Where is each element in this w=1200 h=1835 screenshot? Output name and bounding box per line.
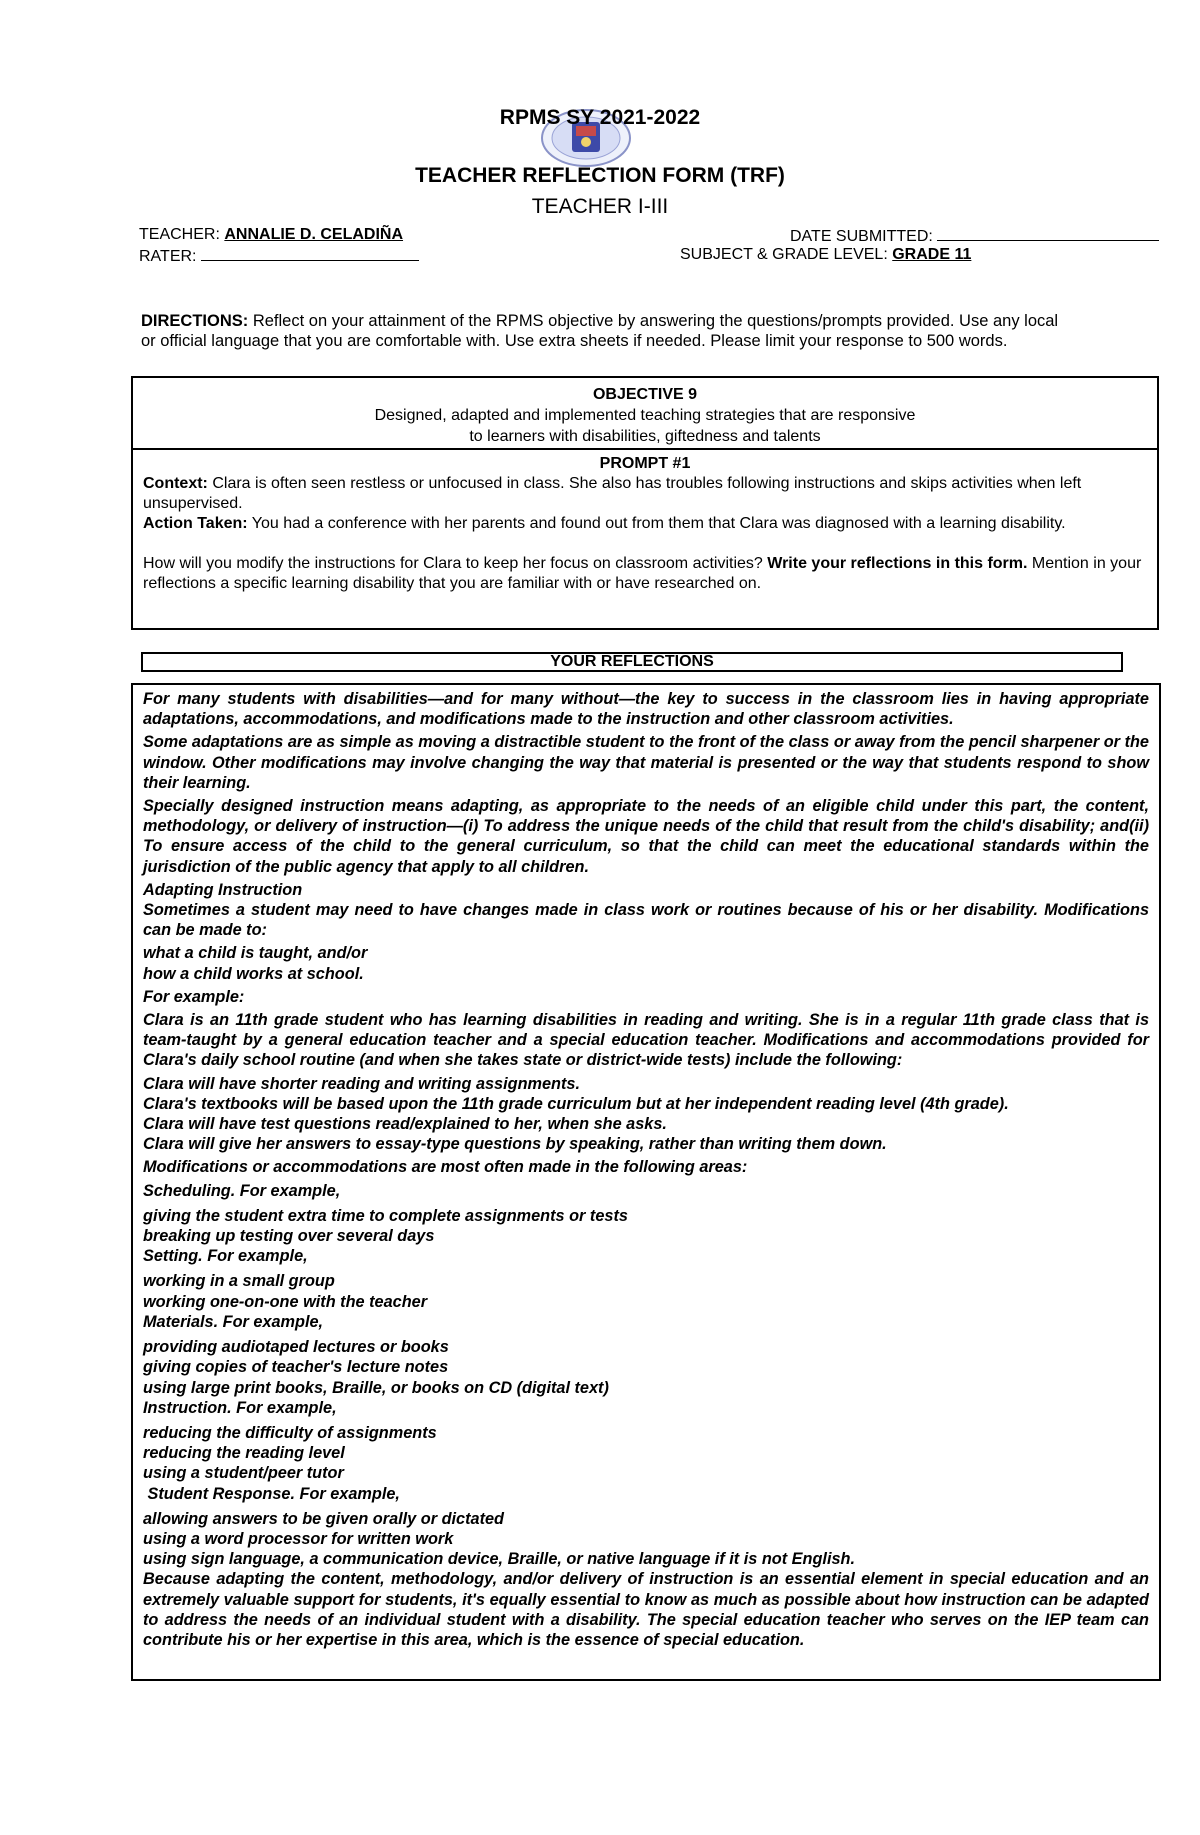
list-item: using a word processor for written work	[143, 1529, 454, 1548]
reflections-heading: YOUR REFLECTIONS	[141, 652, 1123, 672]
list-item: using sign language, a communication device, Braille, or native language if it is not English.	[143, 1550, 855, 1569]
objective-box	[131, 376, 1159, 450]
teacher-label: TEACHER:	[139, 226, 220, 243]
context-label: Context:	[143, 475, 208, 492]
subject-field	[680, 246, 971, 264]
list-item: breaking up testing over several days	[143, 1227, 435, 1246]
list-item: how a child works at school.	[143, 964, 364, 983]
list-item: Student Response. For example,	[143, 1484, 400, 1503]
list-item: Clara's textbooks will be based upon the 11th grade curriculum but at her independent reading level (4th grade).	[143, 1094, 1009, 1113]
reflection-text: Sometimes a student may need to have changes made in class work or routines because of his or her disability. Modifications can be made to:	[143, 901, 1149, 940]
adapting-heading: Adapting Instruction	[143, 880, 303, 899]
rater-field	[139, 246, 419, 266]
form-title: TEACHER REFLECTION FORM (TRF)	[415, 164, 785, 187]
reflection-list	[143, 1206, 1149, 1267]
reflection-paragraph: Scheduling. For example,	[143, 1181, 341, 1200]
action-label: Action Taken:	[143, 515, 248, 532]
objective-line-1: Designed, adapted and implemented teaching strategies that are responsive	[374, 407, 916, 424]
prompt-context	[143, 474, 1147, 514]
directions-text: Reflect on your attainment of the RPMS objective by answering the questions/prompts provided. Use any local or official language that you are comfortable with. Use extra sheets if needed. Please limit your response to 500 words.	[141, 312, 1059, 350]
reflection-list	[143, 1271, 1149, 1332]
question-tail: Mention in your reflections a specific learning disability that you are familiar with or have researched on.	[143, 555, 1142, 592]
reflection-list	[143, 943, 1149, 983]
reflection-paragraph	[143, 880, 1149, 941]
list-item: Materials. For example,	[143, 1312, 324, 1331]
list-item: giving copies of teacher's lecture notes	[143, 1358, 449, 1377]
reflection-paragraph: Some adaptations are as simple as moving a distractible student to the front of the class or away from the pencil sharpener or the window. Other modifications may involve changing the way that material is presented or the way that students respond to show their learning.	[143, 733, 1149, 792]
objective-title: OBJECTIVE 9	[592, 386, 698, 403]
page-title: RPMS SY 2021-2022	[499, 106, 701, 129]
date-field	[790, 226, 1159, 246]
prompt-action	[143, 514, 1147, 534]
list-item: providing audiotaped lectures or books	[143, 1338, 449, 1357]
reflection-paragraph: For example:	[143, 987, 245, 1006]
list-item: Clara will have test questions read/explained to her, when she asks.	[143, 1115, 667, 1134]
list-item: reducing the difficulty of assignments	[143, 1423, 437, 1442]
subject-value: GRADE 11	[892, 246, 972, 263]
subject-label: SUBJECT & GRADE LEVEL:	[680, 246, 888, 263]
reflection-list	[143, 1423, 1149, 1504]
reflection-text: Because adapting the content, methodology, and/or delivery of instruction is an essential element in special education and an extremely valuable support for students, it's equally essential to know as much as possible about how instruction can be adapted to address the needs of an individual student with a disability. The special education teacher who serves on the IEP team can contribute his or her expertise in this area, which is the essence of special education.	[143, 1570, 1149, 1649]
context-text: Clara is often seen restless or unfocused in class. She also has troubles following instructions and skips activities when left unsupervised.	[143, 475, 1082, 512]
directions	[141, 311, 1071, 351]
date-blank	[937, 226, 1159, 241]
list-item: using a student/peer tutor	[143, 1464, 344, 1483]
date-label: DATE SUBMITTED:	[790, 228, 933, 245]
teacher-field	[139, 226, 403, 244]
teacher-value: ANNALIE D. CELADIÑA	[224, 226, 404, 243]
reflection-list	[143, 1509, 1149, 1650]
list-item: reducing the reading level	[143, 1444, 345, 1463]
question-bold: Write your reflections in this form.	[767, 555, 1028, 572]
reflection-list	[143, 1337, 1149, 1418]
reflection-paragraph: Modifications or accommodations are most often made in the following areas:	[143, 1158, 748, 1177]
position-title: TEACHER I-III	[531, 195, 669, 218]
list-item: Instruction. For example,	[143, 1398, 337, 1417]
list-item: working one-on-one with the teacher	[143, 1292, 428, 1311]
prompt-question	[143, 554, 1147, 594]
directions-label: DIRECTIONS:	[141, 312, 249, 330]
question-text: How will you modify the instructions for Clara to keep her focus on classroom activities?	[143, 555, 763, 572]
objective-line-2: to learners with disabilities, giftedness and talents	[469, 428, 821, 445]
reflections-box[interactable]	[131, 683, 1161, 1681]
list-item: Clara will give her answers to essay-type questions by speaking, rather than writing them down.	[143, 1135, 887, 1154]
list-item: Clara will have shorter reading and writing assignments.	[143, 1074, 580, 1093]
prompt-box	[131, 448, 1159, 630]
list-item: giving the student extra time to complete assignments or tests	[143, 1206, 628, 1225]
reflection-paragraph: For many students with disabilities—and for many without—the key to success in the classroom lies in having appropriate adaptations, accommodations, and modifications made to the instruction and other classroom activities.	[143, 690, 1149, 729]
prompt-title: PROMPT #1	[599, 455, 691, 472]
reflection-paragraph: Specially designed instruction means adapting, as appropriate to the needs of an eligible child under this part, the content, methodology, or delivery of instruction—(i) To address the unique needs of the child that result from the child's disability; and(ii) To ensure access of the child to the general curriculum, so that the child can meet the educational standards within the jurisdiction of the public agency that apply to all children.	[143, 797, 1149, 876]
list-item: working in a small group	[143, 1272, 335, 1291]
reflection-list	[143, 1074, 1149, 1155]
reflection-paragraph: Clara is an 11th grade student who has learning disabilities in reading and writing. She is in a regular 11th grade class that is team-taught by a general education teacher and a special education teacher. Modifications and accommodations provided for Clara's daily school routine (and when she takes state or district-wide tests) include the following:	[143, 1011, 1149, 1070]
action-text: You had a conference with her parents and found out from them that Clara was diagnosed with a learning disability.	[251, 515, 1066, 532]
list-item: using large print books, Braille, or books on CD (digital text)	[143, 1378, 609, 1397]
list-item: allowing answers to be given orally or dictated	[143, 1509, 504, 1528]
list-item: what a child is taught, and/or	[143, 944, 368, 963]
list-item: Setting. For example,	[143, 1247, 308, 1266]
rater-blank	[201, 246, 419, 261]
rater-label: RATER:	[139, 248, 197, 265]
